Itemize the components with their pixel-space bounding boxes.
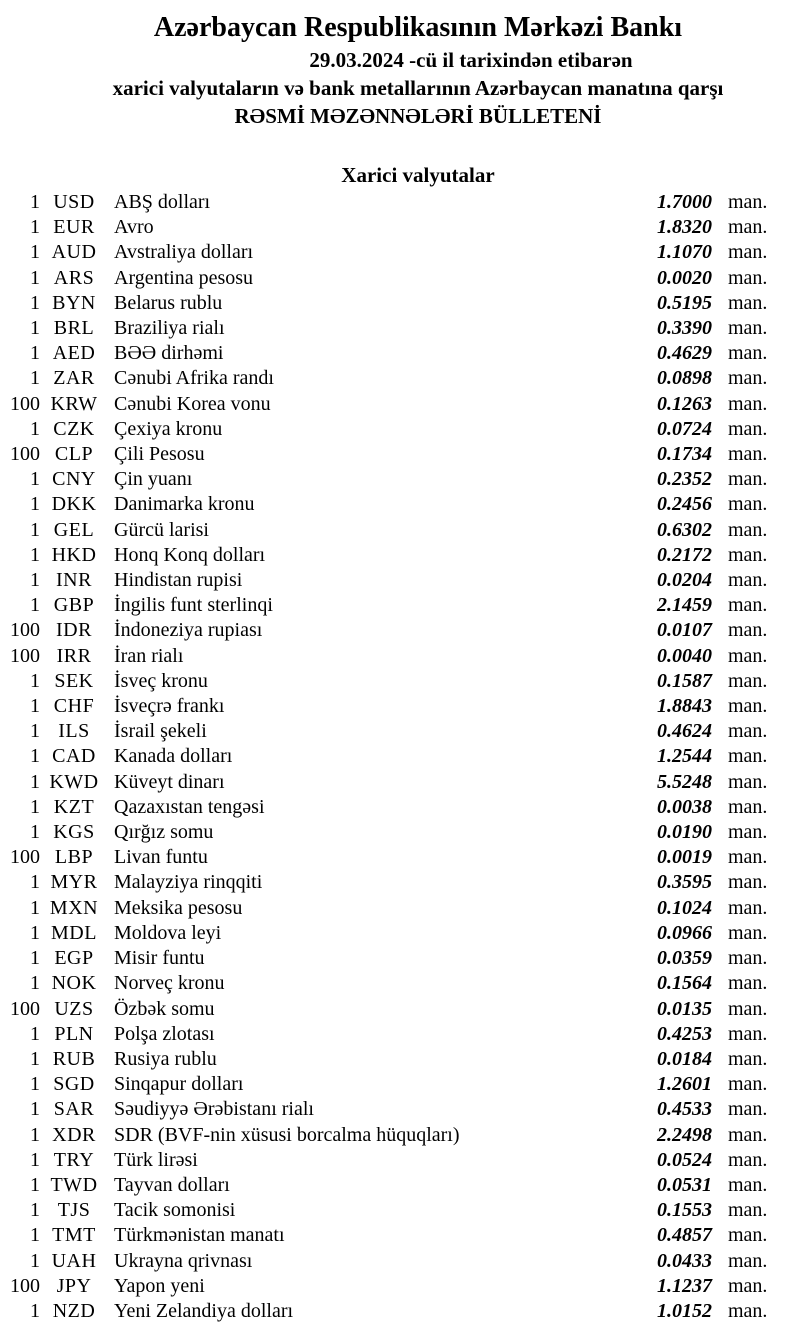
unit-label: man. xyxy=(728,317,768,340)
currency-quantity: 100 xyxy=(10,1274,40,1297)
currency-quantity: 1 xyxy=(30,795,40,818)
table-row xyxy=(0,719,800,744)
table-row xyxy=(0,870,800,895)
table-row xyxy=(0,744,800,769)
currency-code: AED xyxy=(52,342,96,365)
currency-quantity: 1 xyxy=(30,317,40,340)
unit-label: man. xyxy=(728,921,768,944)
currency-code: BYN xyxy=(52,291,96,314)
currency-code: KRW xyxy=(50,392,98,415)
exchange-rate: 0.0204 xyxy=(657,569,712,592)
exchange-rate: 0.0531 xyxy=(657,1173,712,1196)
currency-quantity: 1 xyxy=(30,921,40,944)
unit-label: man. xyxy=(728,569,768,592)
currency-name: Küveyt dinarı xyxy=(114,770,225,793)
currency-quantity: 1 xyxy=(30,821,40,844)
currency-code: AUD xyxy=(51,241,97,264)
table-row xyxy=(0,266,800,291)
currency-code: KGS xyxy=(53,821,95,844)
exchange-rate: 0.1553 xyxy=(657,1199,712,1222)
unit-label: man. xyxy=(728,367,768,390)
exchange-rate: 0.0040 xyxy=(657,644,712,667)
currency-quantity: 1 xyxy=(30,972,40,995)
exchange-rate: 0.3595 xyxy=(657,871,712,894)
currency-quantity: 1 xyxy=(30,871,40,894)
currency-name: Hindistan rupisi xyxy=(114,569,243,592)
currency-quantity: 1 xyxy=(30,1123,40,1146)
exchange-rate: 1.7000 xyxy=(657,191,712,213)
table-row xyxy=(0,618,800,643)
table-row xyxy=(0,1223,800,1248)
table-row xyxy=(0,896,800,921)
exchange-rate: 1.1070 xyxy=(657,241,712,264)
table-row xyxy=(0,1274,800,1299)
exchange-rate: 0.0184 xyxy=(657,1047,712,1070)
currency-quantity: 1 xyxy=(30,569,40,592)
unit-label: man. xyxy=(728,468,768,491)
currency-quantity: 1 xyxy=(30,468,40,491)
exchange-rate: 2.1459 xyxy=(657,594,712,617)
currency-code: MXN xyxy=(49,896,99,919)
exchange-rate: 0.1263 xyxy=(657,392,712,415)
unit-label: man. xyxy=(728,266,768,289)
unit-label: man. xyxy=(728,1073,768,1096)
currency-name: Yeni Zelandiya dolları xyxy=(114,1299,294,1322)
exchange-rate: 1.2544 xyxy=(657,745,712,768)
exchange-rate: 0.0107 xyxy=(657,619,712,642)
unit-label: man. xyxy=(728,619,768,642)
currency-quantity: 1 xyxy=(30,342,40,365)
table-row xyxy=(0,417,800,442)
currency-code: MDL xyxy=(51,921,97,944)
subtitle-line: xarici valyutaların və bank metallarının Azərbaycan manatına qarşı xyxy=(112,76,724,100)
currency-name: İndoneziya rupiası xyxy=(114,619,263,642)
currency-code: SGD xyxy=(53,1073,95,1096)
document-header xyxy=(0,0,800,130)
unit-label: man. xyxy=(728,543,768,566)
exchange-rate: 0.0019 xyxy=(657,846,712,869)
table-row xyxy=(0,1072,800,1097)
currency-name: Sinqapur dolları xyxy=(114,1073,244,1096)
currency-quantity: 1 xyxy=(30,291,40,314)
currency-name: Livan funtu xyxy=(114,846,208,869)
currency-name: İsveçrə frankı xyxy=(114,695,225,718)
currency-code: ZAR xyxy=(53,367,95,390)
currency-name: Avstraliya dolları xyxy=(114,241,254,264)
section-title-foreign-currencies: Xarici valyutalar xyxy=(341,163,495,187)
currency-quantity: 1 xyxy=(30,947,40,970)
bulletin-title-line: RƏSMİ MƏZƏNNƏLƏRİ BÜLLETENİ xyxy=(234,104,602,128)
exchange-rate: 2.2498 xyxy=(657,1123,712,1146)
unit-label: man. xyxy=(728,443,768,466)
currency-quantity: 1 xyxy=(30,1299,40,1322)
table-row xyxy=(0,442,800,467)
rates-table xyxy=(0,190,800,1324)
exchange-rate: 1.1237 xyxy=(657,1274,712,1297)
unit-label: man. xyxy=(728,669,768,692)
currency-name: Danimarka kronu xyxy=(114,493,255,516)
unit-label: man. xyxy=(728,720,768,743)
table-row xyxy=(0,997,800,1022)
unit-label: man. xyxy=(728,644,768,667)
currency-name: İran rialı xyxy=(114,644,184,667)
unit-label: man. xyxy=(728,695,768,718)
currency-name: Avro xyxy=(114,216,154,239)
unit-label: man. xyxy=(728,1098,768,1121)
exchange-rate: 0.1564 xyxy=(657,972,712,995)
currency-code: SAR xyxy=(53,1098,95,1121)
currency-code: CLP xyxy=(54,443,94,466)
exchange-rate: 0.0524 xyxy=(657,1148,712,1171)
table-row xyxy=(0,644,800,669)
table-row xyxy=(0,240,800,265)
exchange-rate: 0.0190 xyxy=(657,821,712,844)
table-row xyxy=(0,1148,800,1173)
unit-label: man. xyxy=(728,997,768,1020)
unit-label: man. xyxy=(728,493,768,516)
currency-name: Cənubi Afrika randı xyxy=(114,367,274,390)
currency-name: BƏƏ dirhəmi xyxy=(114,342,224,365)
currency-name: Çili Pesosu xyxy=(114,443,205,466)
table-row xyxy=(0,593,800,618)
currency-quantity: 1 xyxy=(30,1047,40,1070)
currency-quantity: 1 xyxy=(30,669,40,692)
currency-code: LBP xyxy=(54,846,94,869)
table-row xyxy=(0,921,800,946)
currency-code: JPY xyxy=(56,1274,92,1297)
exchange-rate: 0.0966 xyxy=(657,921,712,944)
unit-label: man. xyxy=(728,871,768,894)
table-row xyxy=(0,770,800,795)
unit-label: man. xyxy=(728,594,768,617)
currency-name: İngilis funt sterlinqi xyxy=(114,594,273,617)
unit-label: man. xyxy=(728,1249,768,1272)
currency-code: XDR xyxy=(52,1123,96,1146)
exchange-rate: 0.4629 xyxy=(657,342,712,365)
table-row xyxy=(0,669,800,694)
unit-label: man. xyxy=(728,972,768,995)
unit-label: man. xyxy=(728,1148,768,1171)
currency-quantity: 1 xyxy=(30,493,40,516)
table-row xyxy=(0,946,800,971)
unit-label: man. xyxy=(728,1022,768,1045)
currency-name: Moldova leyi xyxy=(114,921,222,944)
exchange-rate: 5.5248 xyxy=(657,770,712,793)
currency-name: Qırğız somu xyxy=(114,821,214,844)
currency-code: BRL xyxy=(53,317,95,340)
currency-name: Malayziya rinqqiti xyxy=(114,871,263,894)
currency-code: SEK xyxy=(54,669,94,692)
exchange-rate: 0.1587 xyxy=(657,669,712,692)
exchange-rate: 0.0359 xyxy=(657,947,712,970)
currency-code: CAD xyxy=(52,745,96,768)
unit-label: man. xyxy=(728,342,768,365)
currency-code: CHF xyxy=(53,695,95,718)
unit-label: man. xyxy=(728,1123,768,1146)
currency-code: IDR xyxy=(56,619,92,642)
currency-quantity: 1 xyxy=(30,745,40,768)
currency-quantity: 1 xyxy=(30,518,40,541)
currency-code: CNY xyxy=(52,468,96,491)
currency-code: EGP xyxy=(54,947,94,970)
currency-code: KWD xyxy=(49,770,99,793)
unit-label: man. xyxy=(728,216,768,239)
currency-quantity: 1 xyxy=(30,266,40,289)
currency-quantity: 1 xyxy=(30,695,40,718)
unit-label: man. xyxy=(728,947,768,970)
currency-name: Tayvan dolları xyxy=(114,1173,230,1196)
exchange-rate: 1.8320 xyxy=(657,216,712,239)
currency-quantity: 1 xyxy=(30,191,40,213)
currency-quantity: 100 xyxy=(10,846,40,869)
unit-label: man. xyxy=(728,1299,768,1322)
currency-name: Polşa zlotası xyxy=(114,1022,215,1045)
currency-name: Honq Konq dolları xyxy=(114,543,266,566)
currency-name: İsveç kronu xyxy=(114,669,208,692)
currency-code: UAH xyxy=(51,1249,97,1272)
table-row xyxy=(0,694,800,719)
currency-code: RUB xyxy=(52,1047,96,1070)
table-row xyxy=(0,1022,800,1047)
currency-quantity: 1 xyxy=(30,1073,40,1096)
currency-quantity: 1 xyxy=(30,241,40,264)
currency-code: UZS xyxy=(54,997,94,1020)
exchange-rate: 0.1024 xyxy=(657,896,712,919)
table-row xyxy=(0,467,800,492)
currency-quantity: 1 xyxy=(30,543,40,566)
bank-title: Azərbaycan Respublikasının Mərkəzi Bankı xyxy=(153,12,683,43)
table-row xyxy=(0,291,800,316)
unit-label: man. xyxy=(728,770,768,793)
unit-label: man. xyxy=(728,846,768,869)
currency-code: MYR xyxy=(50,871,98,894)
table-row xyxy=(0,1047,800,1072)
currency-code: EUR xyxy=(53,216,95,239)
table-row xyxy=(0,1123,800,1148)
unit-label: man. xyxy=(728,518,768,541)
currency-name: Səudiyyə Ərəbistanı rialı xyxy=(114,1098,314,1121)
currency-quantity: 1 xyxy=(30,1148,40,1171)
exchange-rate: 1.8843 xyxy=(657,695,712,718)
exchange-rate: 0.2352 xyxy=(657,468,712,491)
table-row xyxy=(0,1249,800,1274)
table-row xyxy=(0,971,800,996)
currency-name: Norveç kronu xyxy=(114,972,225,995)
currency-quantity: 100 xyxy=(10,443,40,466)
exchange-rate: 0.0135 xyxy=(657,997,712,1020)
currency-code: PLN xyxy=(54,1022,94,1045)
currency-name: Özbək somu xyxy=(114,997,215,1020)
table-row xyxy=(0,543,800,568)
table-row xyxy=(0,518,800,543)
currency-code: CZK xyxy=(53,417,95,440)
table-row xyxy=(0,316,800,341)
currency-quantity: 1 xyxy=(30,417,40,440)
currency-quantity: 1 xyxy=(30,720,40,743)
currency-name: Rusiya rublu xyxy=(114,1047,217,1070)
currency-quantity: 100 xyxy=(10,644,40,667)
currency-name: Meksika pesosu xyxy=(114,896,243,919)
currency-code: TWD xyxy=(50,1173,98,1196)
currency-quantity: 1 xyxy=(30,216,40,239)
currency-code: KZT xyxy=(53,795,95,818)
exchange-rate: 0.0724 xyxy=(657,417,712,440)
unit-label: man. xyxy=(728,896,768,919)
currency-name: Yapon yeni xyxy=(114,1274,205,1297)
unit-label: man. xyxy=(728,745,768,768)
currency-name: Cənubi Korea vonu xyxy=(114,392,271,415)
currency-quantity: 1 xyxy=(30,1199,40,1222)
exchange-rate: 0.4533 xyxy=(657,1098,712,1121)
exchange-rate: 0.4253 xyxy=(657,1022,712,1045)
currency-name: SDR (BVF-nin xüsusi borcalma hüquqları) xyxy=(114,1123,460,1146)
currency-quantity: 1 xyxy=(30,1224,40,1247)
currency-code: IRR xyxy=(56,644,92,667)
currency-name: Ukrayna qrivnası xyxy=(114,1249,253,1272)
currency-name: Tacik somonisi xyxy=(114,1199,236,1222)
exchange-rate: 1.0152 xyxy=(657,1299,712,1322)
currency-code: USD xyxy=(53,191,95,213)
currency-name: İsrail şekeli xyxy=(114,720,207,743)
currency-name: Braziliya rialı xyxy=(114,317,225,340)
table-row xyxy=(0,1299,800,1324)
exchange-rate: 0.2456 xyxy=(657,493,712,516)
exchange-rate: 0.5195 xyxy=(657,291,712,314)
table-row xyxy=(0,568,800,593)
table-row xyxy=(0,795,800,820)
exchange-rate: 1.2601 xyxy=(657,1073,712,1096)
currency-quantity: 1 xyxy=(30,367,40,390)
unit-label: man. xyxy=(728,191,768,213)
table-row xyxy=(0,215,800,240)
exchange-rate: 0.0038 xyxy=(657,795,712,818)
currency-quantity: 1 xyxy=(30,770,40,793)
currency-code: GEL xyxy=(53,518,95,541)
table-row xyxy=(0,1198,800,1223)
table-row xyxy=(0,190,800,215)
exchange-rate: 0.0433 xyxy=(657,1249,712,1272)
currency-code: TJS xyxy=(57,1199,91,1222)
currency-quantity: 1 xyxy=(30,1098,40,1121)
exchange-rate: 0.0898 xyxy=(657,367,712,390)
currency-code: NZD xyxy=(52,1299,96,1322)
table-row xyxy=(0,341,800,366)
currency-name: Çin yuanı xyxy=(114,468,193,491)
currency-quantity: 1 xyxy=(30,594,40,617)
exchange-rate: 0.1734 xyxy=(657,443,712,466)
currency-name: Argentina pesosu xyxy=(114,266,254,289)
currency-code: HKD xyxy=(51,543,97,566)
unit-label: man. xyxy=(728,1199,768,1222)
unit-label: man. xyxy=(728,1047,768,1070)
currency-quantity: 1 xyxy=(30,896,40,919)
currency-quantity: 1 xyxy=(30,1249,40,1272)
unit-label: man. xyxy=(728,241,768,264)
unit-label: man. xyxy=(728,1274,768,1297)
currency-code: ILS xyxy=(58,720,90,743)
currency-quantity: 100 xyxy=(10,997,40,1020)
currency-quantity: 100 xyxy=(10,392,40,415)
currency-name: Qazaxıstan tengəsi xyxy=(114,795,265,818)
currency-quantity: 1 xyxy=(30,1022,40,1045)
currency-code: TRY xyxy=(53,1148,95,1171)
unit-label: man. xyxy=(728,417,768,440)
currency-quantity: 1 xyxy=(30,1173,40,1196)
unit-label: man. xyxy=(728,291,768,314)
table-row xyxy=(0,492,800,517)
currency-code: ARS xyxy=(53,266,95,289)
table-row xyxy=(0,366,800,391)
currency-code: DKK xyxy=(51,493,97,516)
table-row xyxy=(0,1097,800,1122)
currency-code: GBP xyxy=(53,594,95,617)
currency-code: NOK xyxy=(51,972,97,995)
unit-label: man. xyxy=(728,392,768,415)
unit-label: man. xyxy=(728,821,768,844)
table-row xyxy=(0,820,800,845)
currency-name: Misir funtu xyxy=(114,947,205,970)
exchange-rate: 0.4857 xyxy=(657,1224,712,1247)
currency-name: Türk lirəsi xyxy=(114,1148,198,1171)
exchange-rate: 0.4624 xyxy=(657,720,712,743)
unit-label: man. xyxy=(728,1173,768,1196)
currency-code: TMT xyxy=(52,1224,96,1247)
exchange-rate: 0.2172 xyxy=(657,543,712,566)
table-row xyxy=(0,392,800,417)
table-row xyxy=(0,1173,800,1198)
currency-name: Kanada dolları xyxy=(114,745,233,768)
exchange-rate: 0.6302 xyxy=(657,518,712,541)
effective-date-line: 29.03.2024 -cü il tarixindən etibarən xyxy=(309,48,633,72)
exchange-rate: 0.3390 xyxy=(657,317,712,340)
currency-name: ABŞ dolları xyxy=(114,191,211,213)
currency-name: Türkmənistan manatı xyxy=(114,1224,285,1247)
unit-label: man. xyxy=(728,795,768,818)
currency-name: Belarus rublu xyxy=(114,291,223,314)
exchange-rate: 0.0020 xyxy=(657,266,712,289)
currency-name: Çexiya kronu xyxy=(114,417,223,440)
currency-name: Gürcü larisi xyxy=(114,518,209,541)
table-row xyxy=(0,845,800,870)
currency-code: INR xyxy=(56,569,92,592)
currency-quantity: 100 xyxy=(10,619,40,642)
unit-label: man. xyxy=(728,1224,768,1247)
